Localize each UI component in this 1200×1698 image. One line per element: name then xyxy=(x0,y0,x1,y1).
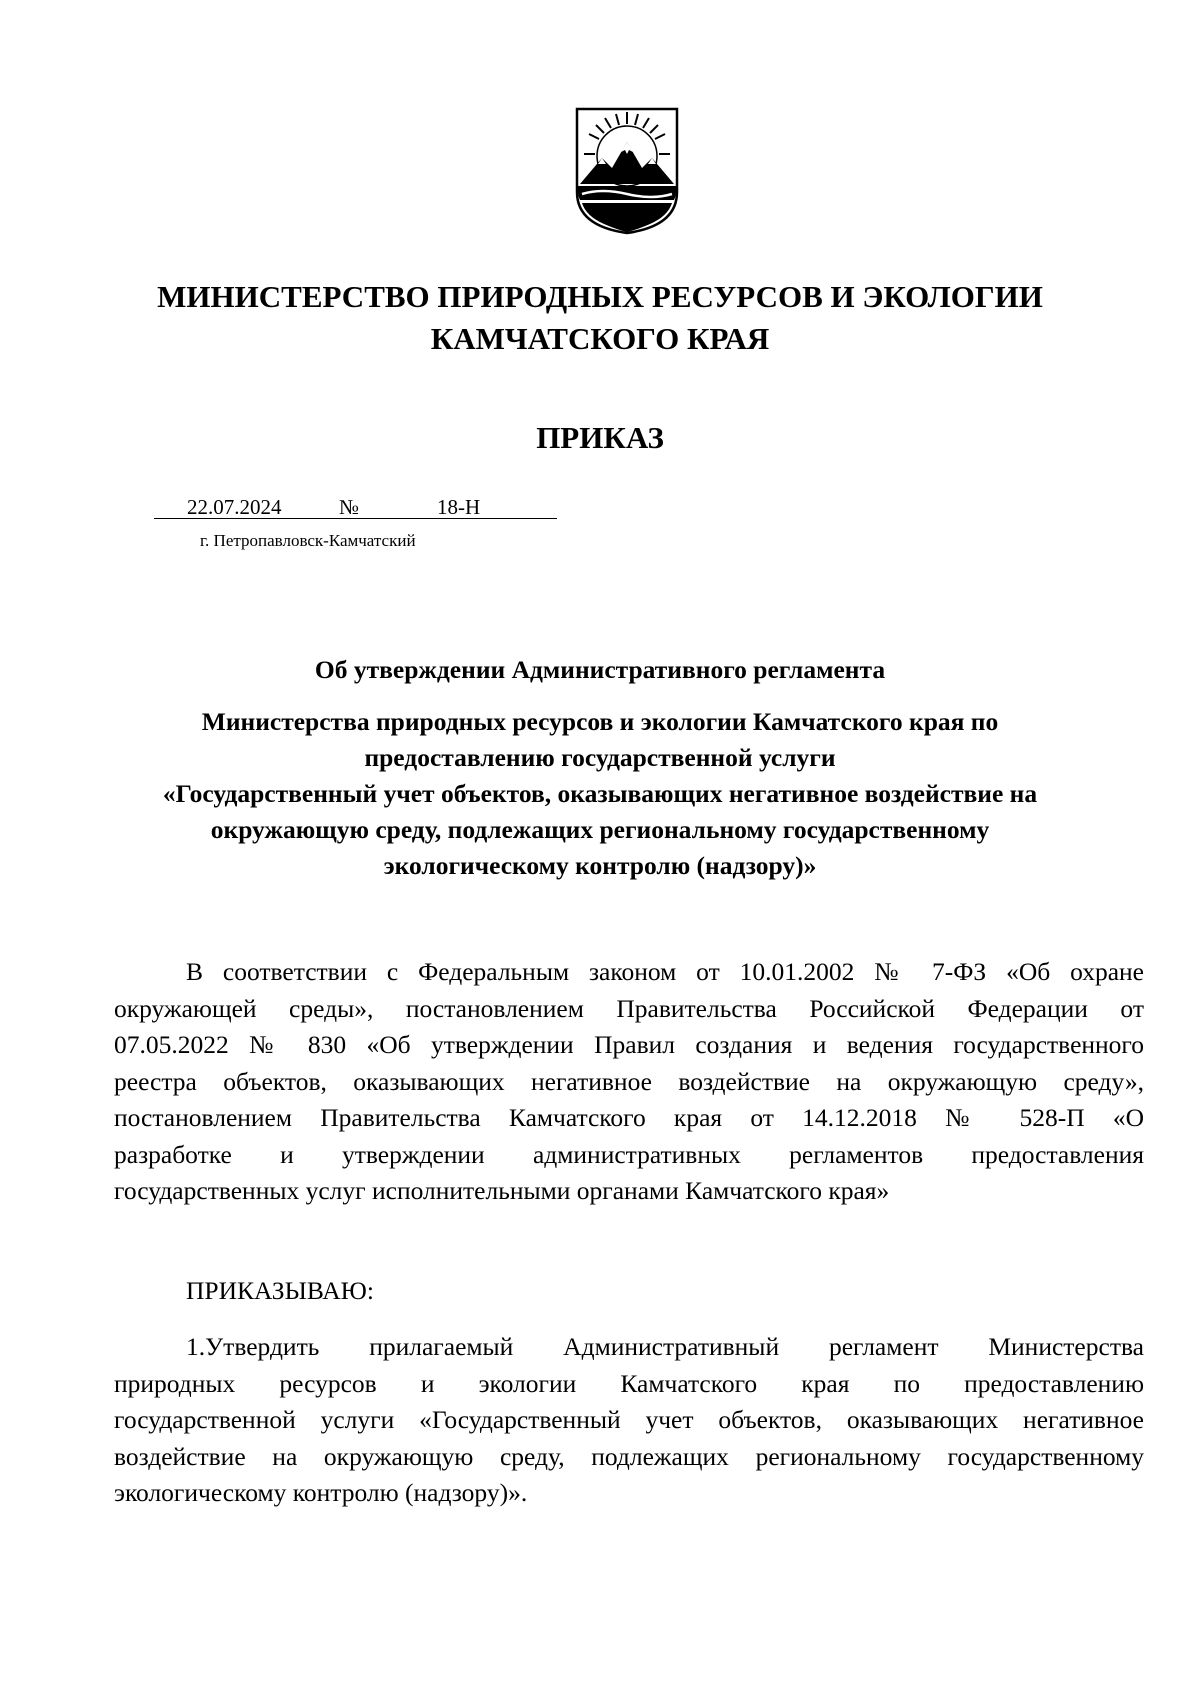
preamble-paragraph xyxy=(114,954,1144,1210)
subject-line: Об утверждении Административного регламента xyxy=(314,655,886,684)
text-line: государственной услуги «Государственный учет объектов, оказывающих негативное xyxy=(114,1405,1144,1434)
text-line: постановлением Правительства Камчатского края от 14.12.2018 № 528-П «О xyxy=(114,1103,1144,1132)
subject-line: «Государственный учет объектов, оказывающих негативное воздействие на xyxy=(162,779,1038,808)
text-line: реестра объектов, оказывающих негативное воздействие на окружающую среду», xyxy=(114,1066,1144,1096)
order-date-number-line xyxy=(154,492,557,522)
text-line: природных ресурсов и экологии Камчатского края по предоставлению xyxy=(114,1368,1144,1398)
order-date: 22.07.2024 xyxy=(187,495,282,519)
order-subject xyxy=(0,652,1200,884)
text-line: окружающей среды», постановлением Правительства Российской Федерации от xyxy=(114,993,1144,1023)
number-sign: № xyxy=(339,495,360,519)
text-line: В соответствии с Федеральным законом от 10.01.2002 № 7-ФЗ «Об охране xyxy=(186,957,1144,986)
order-city: г. Петропавловск-Камчатский xyxy=(200,531,416,550)
orders-word: ПРИКАЗЫВАЮ: xyxy=(186,1276,374,1305)
coat-of-arms-icon xyxy=(574,106,680,236)
order-item-1 xyxy=(114,1329,1144,1512)
subject-line: предоставлению государственной услуги xyxy=(364,743,836,772)
text-line: 1.Утвердить прилагаемый Административный регламент Министерства xyxy=(186,1332,1144,1361)
text-line: воздействие на окружающую среду, подлежащих региональному государственному xyxy=(114,1441,1144,1471)
subject-line: окружающую среду, подлежащих региональному государственному xyxy=(210,815,990,844)
ministry-name-line: МИНИСТЕРСТВО ПРИРОДНЫХ РЕСУРСОВ И ЭКОЛОГИИ xyxy=(157,279,1043,314)
text-line: 07.05.2022 № 830 «Об утверждении Правил создания и ведения государственного xyxy=(114,1030,1144,1059)
subject-line: Министерства природных ресурсов и экологии Камчатского края по xyxy=(201,707,999,736)
text-line: государственных услуг исполнительными органами Камчатского края» xyxy=(114,1176,890,1205)
text-line: экологическому контролю (надзору)». xyxy=(114,1478,528,1507)
text-line: разработке и утверждении административных регламентов предоставления xyxy=(114,1139,1144,1169)
order-title: ПРИКАЗ xyxy=(536,420,664,455)
ministry-heading xyxy=(0,276,1200,360)
ministry-region-line: КАМЧАТСКОГО КРАЯ xyxy=(430,321,770,356)
subject-line: экологическому контролю (надзору)» xyxy=(383,851,817,880)
order-number: 18-Н xyxy=(437,495,481,519)
